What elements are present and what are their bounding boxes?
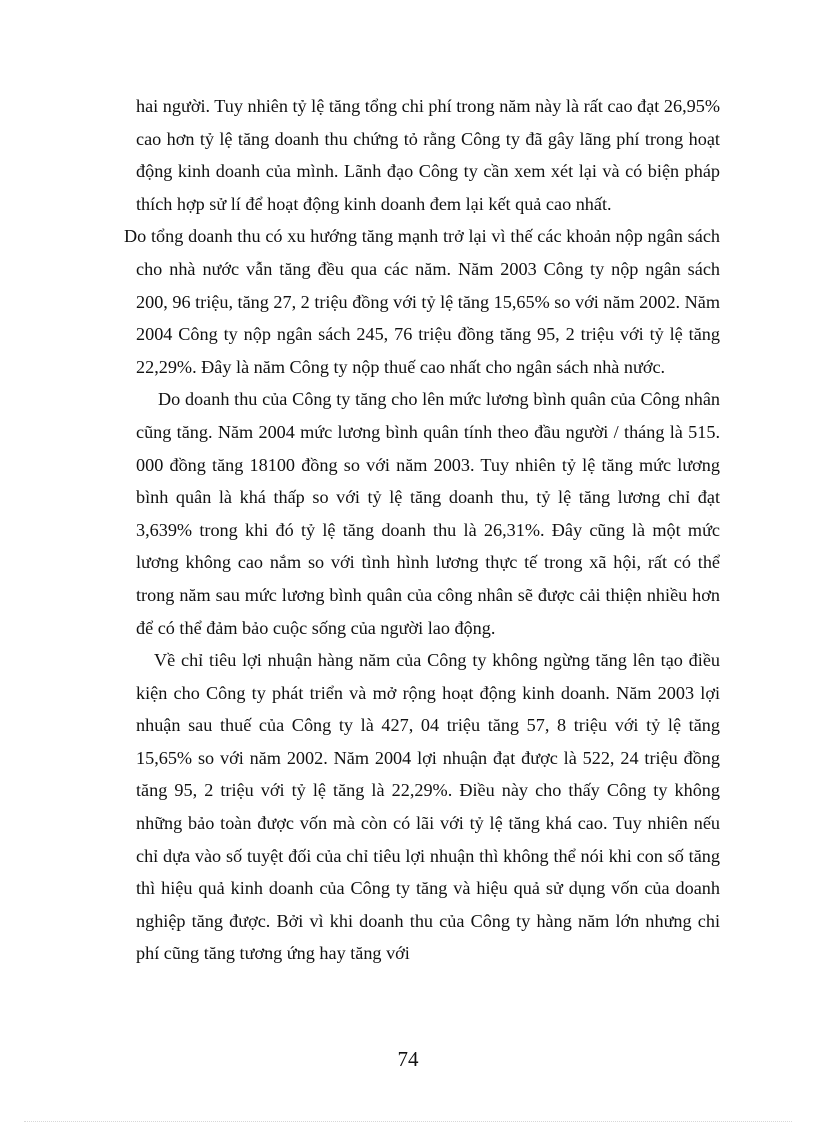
bottom-divider xyxy=(24,1121,792,1122)
body-text xyxy=(124,90,720,970)
paragraph-1: hai người. Tuy nhiên tỷ lệ tăng tổng chi phí trong năm này là rất cao đạt 26,95% cao hơn tỷ lệ tăng doanh thu chứng tỏ rằng Công ty đã gây lãng phí trong hoạt động kinh doanh của mình. Lãnh đạo Công ty cần xem xét lại và có biện pháp thích hợp sử lí để hoạt động kinh doanh đem lại kết quả cao nhất. xyxy=(136,96,720,214)
page-number: 74 xyxy=(397,1047,419,1071)
paragraph-4: Về chỉ tiêu lợi nhuận hàng năm của Công ty không ngừng tăng lên tạo điều kiện cho Công ty phát triển và mở rộng hoạt động kinh doanh. Năm 2003 lợi nhuận sau thuế của Công ty là 427, 04 triệu tăng 57, 8 triệu với tỷ lệ tăng 15,65% so với năm 2002. Năm 2004 lợi nhuận đạt được là 522, 24 triệu đồng tăng 95, 2 triệu với tỷ lệ tăng là 22,29%. Điều này cho thấy Công ty không những bảo toàn được vốn mà còn có lãi với tỷ lệ tăng khá cao. Tuy nhiên nếu chỉ dựa vào số tuyệt đối của chỉ tiêu lợi nhuận thì không thể nói khi con số tăng thì hiệu quả kinh doanh của Công ty tăng và hiệu quả sử dụng vốn của doanh nghiệp tăng được. Bởi vì khi doanh thu của Công ty hàng năm lớn nhưng chi phí cũng tăng tương ứng hay tăng với xyxy=(136,650,720,964)
paragraph-3: Do doanh thu của Công ty tăng cho lên mức lương bình quân của Công nhân cũng tăng. Năm 2004 mức lương bình quân tính theo đầu người / tháng là 515. 000 đồng tăng 18100 đồng so với năm 2003. Tuy nhiên tỷ lệ tăng mức lương bình quân là khá thấp so với tỷ lệ tăng doanh thu, tỷ lệ tăng lương chỉ đạt 3,639% trong khi đó tỷ lệ tăng doanh thu là 26,31%. Đây cũng là một mức lương không cao nắm so với tình hình lương thực tế trong xã hội, rất có thể trong năm sau mức lương bình quân của công nhân sẽ được cải thiện nhiều hơn để có thể đảm bảo cuộc sống của người lao động. xyxy=(136,389,720,638)
paragraph-2: Do tổng doanh thu có xu hướng tăng mạnh trở lại vì thế các khoản nộp ngân sách cho nhà nước vẫn tăng đều qua các năm. Năm 2003 Công ty nộp ngân sách 200, 96 triệu, tăng 27, 2 triệu đồng với tỷ lệ tăng 15,65% so với năm 2002. Năm 2004 Công ty nộp ngân sách 245, 76 triệu đồng tăng 95, 2 triệu với tỷ lệ tăng 22,29%. Đây là năm Công ty nộp thuế cao nhất cho ngân sách nhà nước. xyxy=(124,226,720,377)
